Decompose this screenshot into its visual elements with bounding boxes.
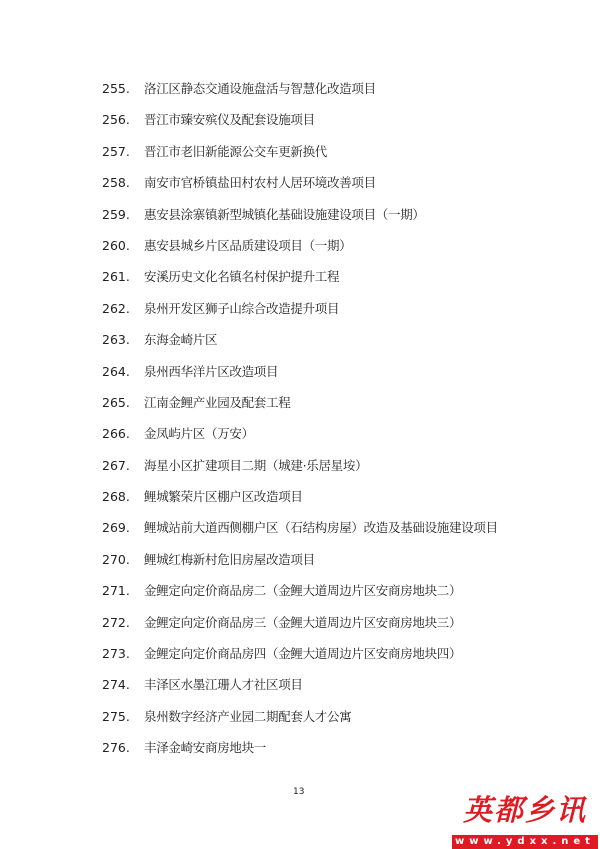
item-text: 晋江市臻安殡仪及配套设施项目 [144, 112, 315, 128]
item-number: 263. [102, 332, 130, 348]
item-number: 273. [102, 646, 130, 662]
item-text: 惠安县涂寨镇新型城镇化基础设施建设项目（一期） [144, 206, 425, 222]
item-number: 265. [102, 394, 130, 410]
watermark-logo [452, 788, 598, 849]
list-item [0, 111, 600, 142]
list-item [0, 457, 600, 488]
list-item [0, 676, 600, 707]
item-number: 256. [102, 112, 130, 128]
list-item [0, 331, 600, 362]
list-item [0, 300, 600, 331]
item-text: 泉州西华洋片区改造项目 [144, 363, 279, 379]
list-item [0, 363, 600, 394]
item-number: 262. [102, 300, 130, 316]
list-item [0, 582, 600, 613]
project-list [0, 80, 600, 771]
item-number: 264. [102, 363, 130, 379]
item-number: 259. [102, 206, 130, 222]
item-number: 268. [102, 489, 130, 505]
list-item [0, 174, 600, 205]
item-text: 鲤城红梅新村危旧房屋改造项目 [144, 551, 315, 567]
item-text: 江南金鲤产业园及配套工程 [144, 394, 291, 410]
item-text: 金鲤定向定价商品房二（金鲤大道周边片区安商房地块二） [144, 583, 462, 599]
item-number: 276. [102, 740, 130, 756]
item-number: 271. [102, 583, 130, 599]
item-text: 鲤城站前大道西侧棚户区（石结构房屋）改造及基础设施建设项目 [144, 520, 498, 536]
item-text: 安溪历史文化名镇名村保护提升工程 [144, 269, 340, 285]
item-number: 274. [102, 677, 130, 693]
item-text: 晋江市老旧新能源公交车更新换代 [144, 143, 328, 159]
item-text: 惠安县城乡片区品质建设项目（一期） [144, 237, 352, 253]
list-item [0, 394, 600, 425]
item-number: 261. [102, 269, 130, 285]
item-number: 260. [102, 237, 130, 253]
item-text: 金鲤定向定价商品房三（金鲤大道周边片区安商房地块三） [144, 614, 462, 630]
list-item [0, 268, 600, 299]
list-item [0, 645, 600, 676]
list-item [0, 551, 600, 582]
list-item [0, 519, 600, 550]
watermark-url: www.ydxx.net [452, 835, 598, 849]
item-text: 金凤屿片区（万安） [144, 426, 254, 442]
item-text: 海星小区扩建项目二期（城建·乐居星垵） [144, 457, 368, 473]
list-item [0, 237, 600, 268]
item-text: 丰泽金崎安商房地块一 [144, 740, 267, 756]
list-item [0, 80, 600, 111]
list-item [0, 739, 600, 770]
list-item [0, 708, 600, 739]
item-number: 258. [102, 175, 130, 191]
item-number: 270. [102, 551, 130, 567]
item-number: 275. [102, 708, 130, 724]
item-text: 泉州数字经济产业园二期配套人才公寓 [144, 708, 352, 724]
item-text: 丰泽区水墨江珊人才社区项目 [144, 677, 303, 693]
page-number: 13 [293, 787, 305, 797]
item-number: 255. [102, 81, 130, 96]
item-text: 东海金崎片区 [144, 332, 218, 348]
item-text: 鲤城繁荣片区棚户区改造项目 [144, 489, 303, 505]
list-item [0, 614, 600, 645]
list-item [0, 143, 600, 174]
item-number: 269. [102, 520, 130, 536]
item-text: 南安市官桥镇盐田村农村人居环境改善项目 [144, 175, 376, 191]
item-text: 泉州开发区狮子山综合改造提升项目 [144, 300, 340, 316]
list-item [0, 425, 600, 456]
item-text: 金鲤定向定价商品房四（金鲤大道周边片区安商房地块四） [144, 646, 462, 662]
list-item [0, 206, 600, 237]
watermark-title: 英都乡讯 [462, 793, 587, 827]
item-number: 267. [102, 457, 130, 473]
list-item [0, 488, 600, 519]
item-number: 266. [102, 426, 130, 442]
item-number: 257. [102, 143, 130, 159]
item-number: 272. [102, 614, 130, 630]
item-text: 洛江区静态交通设施盘活与智慧化改造项目 [144, 81, 376, 96]
